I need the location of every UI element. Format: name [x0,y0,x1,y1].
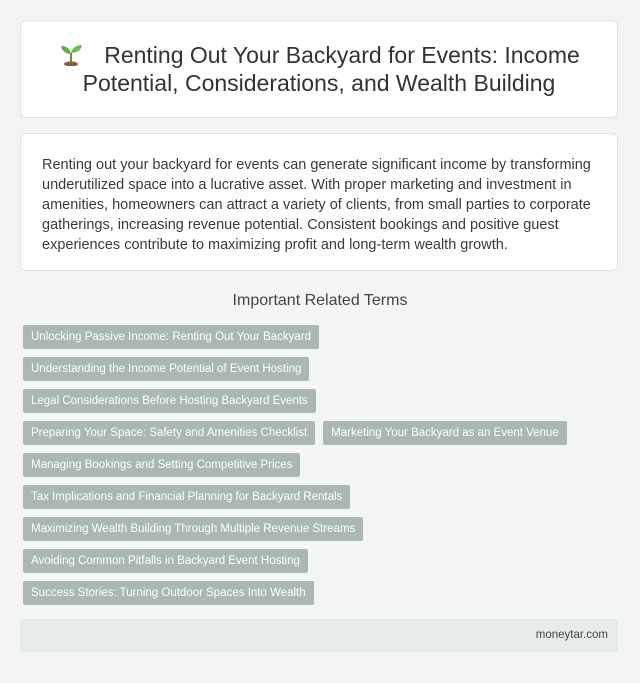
intro-card [20,133,618,271]
intro-paragraph: Renting out your backyard for events can generate significant income by transforming underutilized space into a lucrative asset. With proper marketing and investment in amenities, homeowners can attract a variety of clients, from small parties to corporate gatherings, increasing revenue potential. Consistent bookings and positive guest experiences contribute to maximizing profit and long-term wealth growth. [42,157,591,253]
term-tag[interactable]: Maximizing Wealth Building Through Multiple Revenue Streams [23,517,363,541]
term-tag[interactable]: Understanding the Income Potential of Event Hosting [23,357,309,381]
sprout-icon [58,42,84,66]
term-tag[interactable]: Avoiding Common Pitfalls in Backyard Event Hosting [23,549,308,573]
related-terms-list [23,325,613,613]
footer-site-link[interactable]: moneytar.com [535,629,608,641]
related-terms-heading: Important Related Terms [232,292,408,309]
term-tag[interactable]: Tax Implications and Financial Planning for Backyard Rentals [23,485,350,509]
page-title-text: Renting Out Your Backyard for Events: Income Potential, Considerations, and Wealth Building [82,42,580,96]
page-title [45,41,593,97]
title-card [20,20,618,118]
term-tag[interactable]: Unlocking Passive Income: Renting Out Your Backyard [23,325,319,349]
term-tag[interactable]: Legal Considerations Before Hosting Backyard Events [23,389,316,413]
footer [20,619,618,652]
term-tag[interactable]: Marketing Your Backyard as an Event Venue [323,421,567,445]
term-tag[interactable]: Preparing Your Space: Safety and Amenities Checklist [23,421,315,445]
term-tag[interactable]: Managing Bookings and Setting Competitive Prices [23,453,300,477]
term-tag[interactable]: Success Stories: Turning Outdoor Spaces Into Wealth [23,581,314,605]
